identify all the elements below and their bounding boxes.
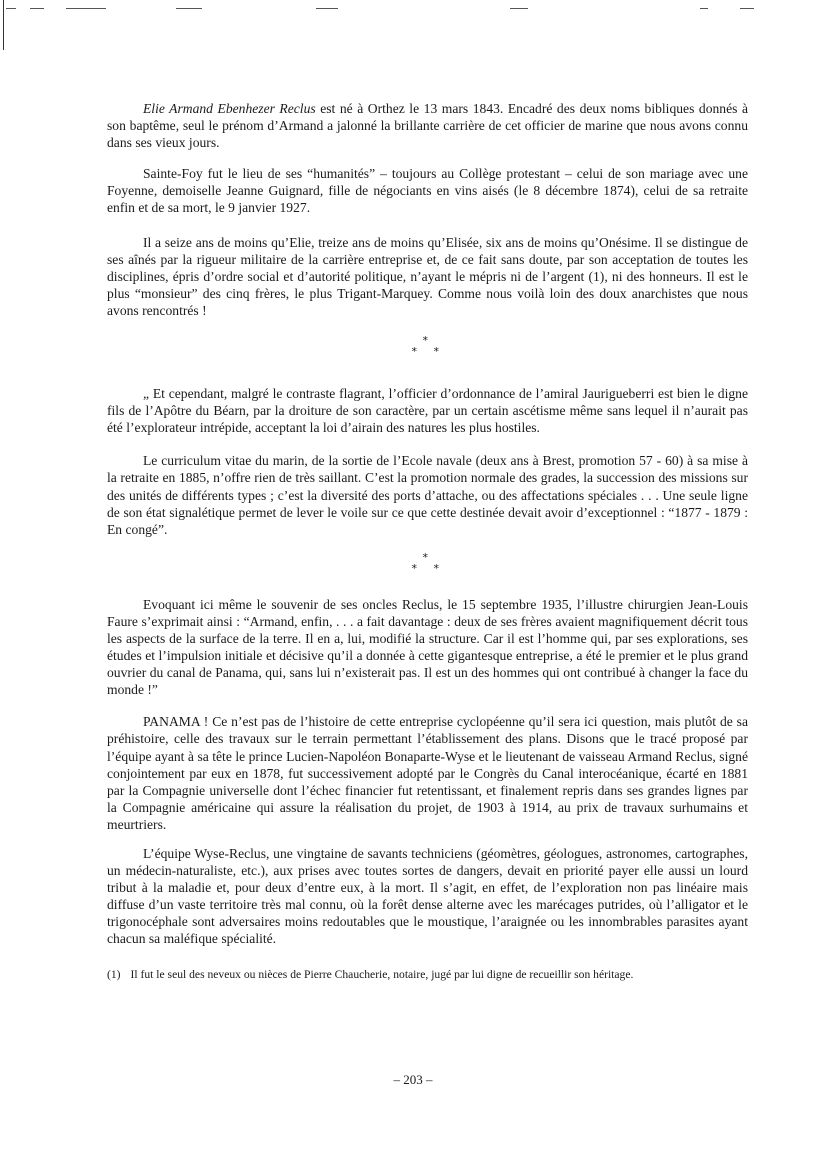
asterism-star: *: [422, 334, 428, 348]
paragraph-contrast: „ Et cependant, malgré le contraste flagrant, l’officier d’ordonnance de l’amiral Jauriguеberri est bien le digne fils de l’Apôtre du Béarn, par la droiture de son caractère, par un certain ascétisme même sans lequel il n’aurait pas été l’explorateur intrépide, acceptant la loi d’airain des natures les plus hostiles.: [107, 386, 748, 436]
paragraph-curriculum: Le curriculum vitae du marin, de la sortie de l’Ecole navale (deux ans à Brest, promotion 57 - 60) à sa mise à la retraite en 1885, n’offre rien de très saillant. C’est la promotion normale des grades, la succession des missions sur des unités de différents types ; c’est la diversité des ports d’attache, ou des affectations spéciales . . . Une seule ligne de son état signalétique permet de lever le voile sur ce que cette destinée devait avoir d’exceptionnel : “1877 - 1879 : En congé”.: [107, 453, 748, 537]
section-separator-asterism: [408, 335, 448, 357]
name-italic: Elie Armand Ebenhezer Reclus: [143, 101, 316, 116]
paragraph-panama: PANAMA ! Ce n’est pas de l’histoire de cette entreprise cyclopéenne qu’il sera ici question, mais plutôt de sa préhistoire, celle des travaux sur le terrain permettant l’établissement des plans. Disons que le tracé proposé par l’équipe ayant à sa tête le prince Lucien-Napoléon Bonaparte-Wyse et le lieutenant de vaisseau Armand Reclus, signé conjointement par eux en 1878, fut successivement adopté par le Congrès du Canal interocéanique, écarté en 1881 par la Compagnie universelle dont l’échec financier fut retentissant, et finalement repris dans ses grandes lignes par la Compagnie américaine qui assure la réalisation du projet, de 1903 à 1914, au prix de travaux surhumains et meurtriers.: [107, 714, 748, 832]
asterism-star: *: [433, 345, 439, 359]
scan-edge-top: [0, 6, 826, 10]
asterism-star: *: [422, 550, 428, 564]
paragraph-intro: [107, 100, 748, 151]
section-separator-asterism: [408, 552, 448, 574]
paragraph-sainte-foy: Sainte-Foy fut le lieu de ses “humanités” – toujours au Collège protestant – celui de son mariage avec une Foyenne, demoiselle Jeanne Guignard, fille de négociants en vins aisés (le 8 décembre 1874), celui de sa retraite enfin et de sa mort, le 9 janvier 1927.: [107, 166, 748, 216]
page-number: – 203 –: [393, 1072, 433, 1087]
footnote: [107, 967, 748, 982]
asterism-star: *: [411, 345, 417, 359]
paragraph-wyse-reclus: L’équipe Wyse-Reclus, une vingtaine de savants techniciens (géomètres, géologues, astronomes, cartographes, un médecin-naturaliste, etc.), aux prises avec toutes sortes de dangers, devait en priorité payer elle aussi un lourd tribut à la maladie et, pour deux d’entre eux, à la mort. Il s’agit, en effet, de l’exploration non pas linéaire mais diffuse d’un vaste territoire très mal connu, où la forêt dense alterne avec les marécages putrides, où l’alligator et le trigonocéphale sont adversaires moins redoutables que le moustique, l’araignée ou les innombrables parasites ayant chacun sa maléfique spécialité.: [107, 846, 748, 947]
scan-edge-left: [3, 0, 4, 50]
footnote-mark: (1): [107, 967, 121, 981]
footnote-text: Il fut le seul des neveux ou nièces de Pierre Chaucherie, notaire, jugé par lui digne de recueillir son héritage.: [130, 967, 634, 981]
paragraph-faure-quote: Evoquant ici même le souvenir de ses oncles Reclus, le 15 septembre 1935, l’illustre chirurgien Jean-Louis Faure s’exprimait ainsi : “Armand, enfin, . . . a fait davantage : deux de ses frères avaient magnifiquement décrit tous les aspects de la surface de la terre. Il en a, lui, modifié la structure. Car il est l’homme qui, par ses explorations, ses études et l’impulsion initiale et décisive qu’il a donnée à cette gigantesque entreprise, a été le premier et le plus grand ouvrier du canal de Panama, qui, sans lui n’existerait pas. Il est un des hommes qui ont contribué à changer la face du monde !”: [107, 596, 748, 698]
page-body: [107, 100, 748, 982]
asterism-star: *: [433, 561, 439, 575]
paragraph-siblings: Il a seize ans de moins qu’Elie, treize ans de moins qu’Elisée, six ans de moins qu’Onésime. Il se distingue de ses aînés par la rigueur militaire de la carrière entreprise et, de ce fait sans doute, par son acceptation de toutes les disciplines, épris d’ordre social et d’autorité politique, n’ayant le mépris ni de l’argent (1), ni des honneurs. Il est le plus “monsieur” des cinq frères, le plus Trigant-Marquey. Comme nous voilà loin des doux anarchistes que nous avons rencontrés !: [107, 234, 748, 318]
asterism-star: *: [411, 561, 417, 575]
paragraph-intro-text: est né à Orthez le 13 mars 1843. Encadré des deux noms bibliques donnés à son baptême, seul le prénom d’Armand a jalonné la brillante carrière de cet officier de marine que nous avons connu dans ses vieux jours.: [107, 101, 748, 151]
